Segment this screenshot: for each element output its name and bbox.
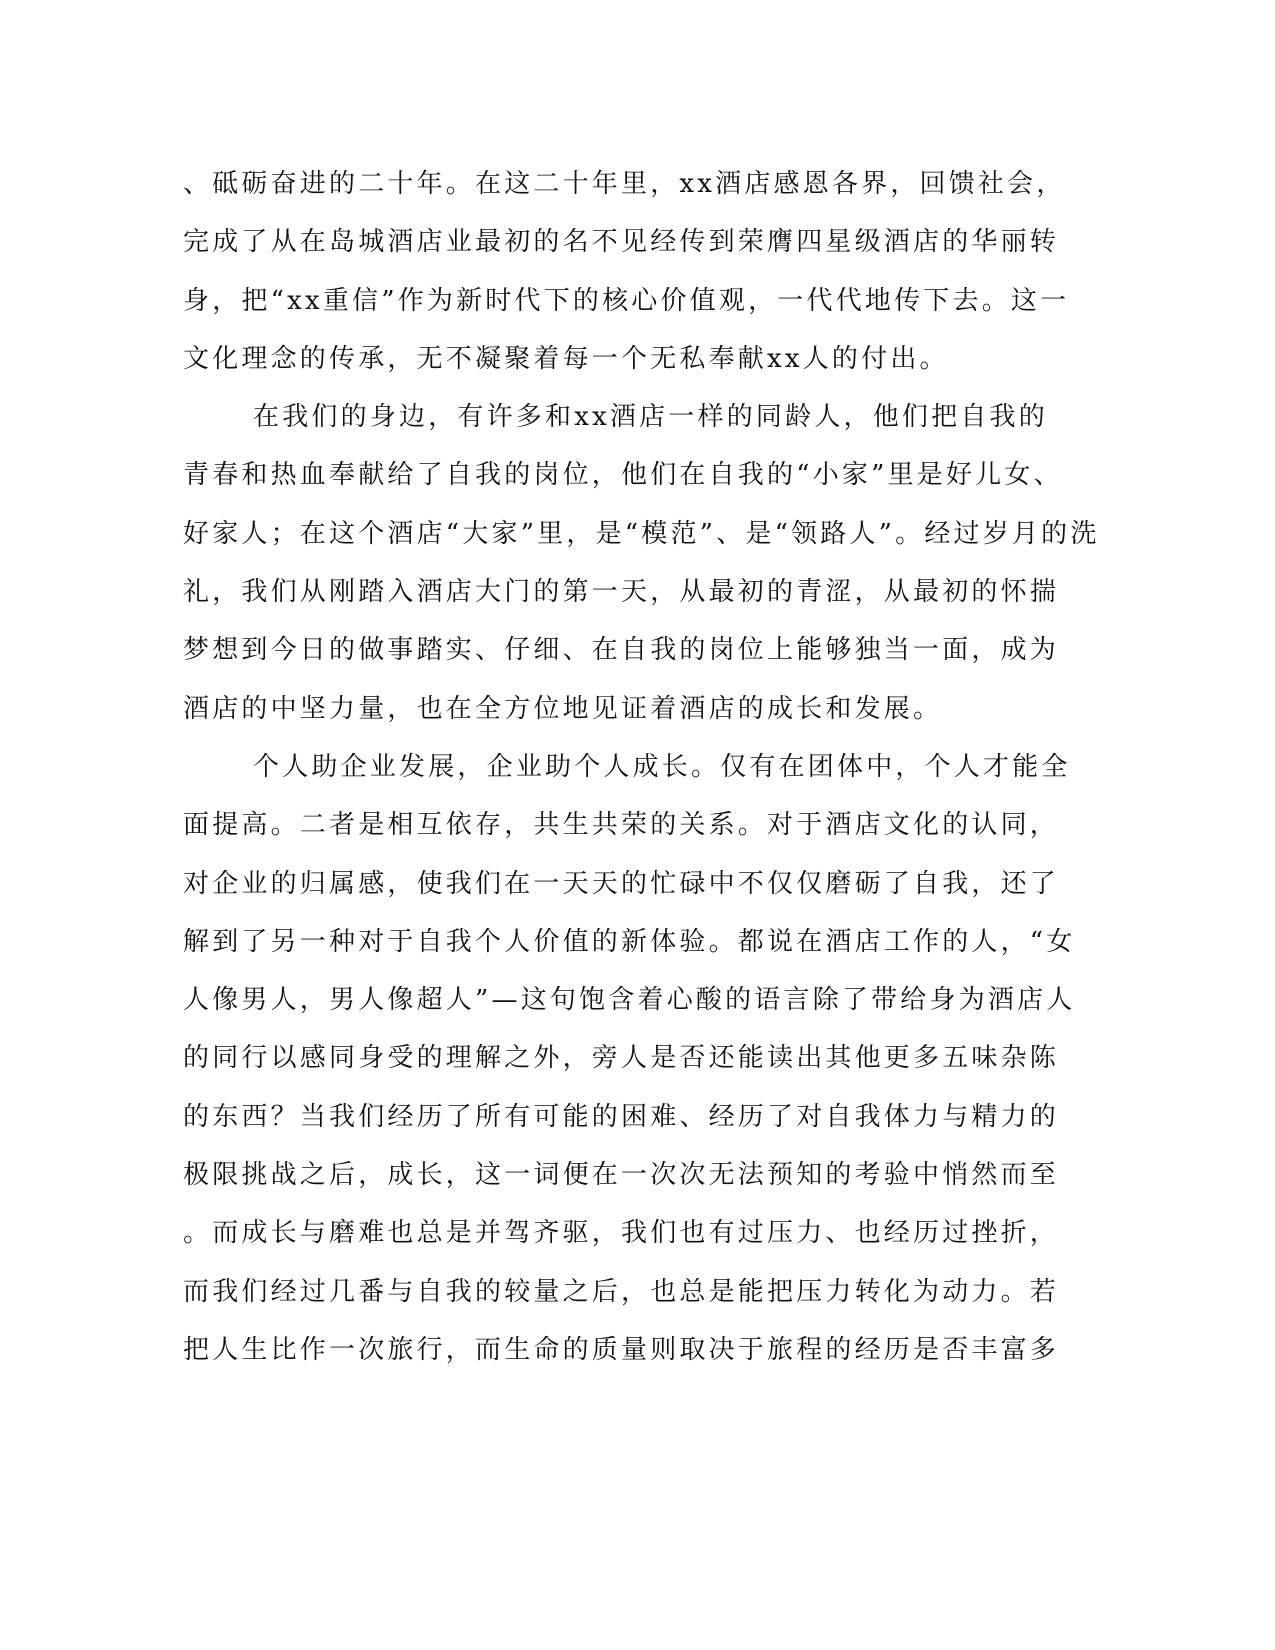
text-line: 酒店的中坚力量，也在全方位地见证着酒店的成长和发展。 bbox=[183, 693, 943, 724]
text-line: 身，把“xx重信”作为新时代下的核心价值观，一代代地传下去。这一 bbox=[183, 285, 1070, 316]
text-line: 青春和热血奉献给了自我的岗位，他们在自我的“小家”里是好儿女、 bbox=[183, 460, 1063, 491]
text-line: 极限挑战之后，成长，这一词便在一次次无法预知的考验中悄然而至 bbox=[183, 1160, 1060, 1191]
paragraph-start-line: 个人助企业发展，企业助个人成长。仅有在团体中，个人才能全 bbox=[253, 751, 1071, 782]
text-line: 而我们经过几番与自我的较量之后，也总是能把压力转化为动力。若 bbox=[183, 1276, 1060, 1307]
text-line: 完成了从在岛城酒店业最初的名不见经传到荣膺四星级酒店的华丽转 bbox=[183, 227, 1060, 258]
text-line: 面提高。二者是相互依存，共生共荣的关系。对于酒店文化的认同， bbox=[183, 810, 1060, 841]
text-line: 礼，我们从刚踏入酒店大门的第一天，从最初的青涩，从最初的怀揣 bbox=[183, 577, 1060, 608]
text-line: 人像男人，男人像超人”—这句饱含着心酸的语言除了带给身为酒店人 bbox=[183, 985, 1076, 1016]
body-text bbox=[183, 160, 1100, 1384]
text-line: 文化理念的传承，无不凝聚着每一个无私奉献xx人的付出。 bbox=[183, 343, 949, 374]
paragraph-start-line: 在我们的身边，有许多和xx酒店一样的同龄人，他们把自我的 bbox=[253, 402, 1048, 433]
text-line: 好家人；在这个酒店“大家”里，是“模范”、是“领路人”。经过岁月的洗 bbox=[183, 518, 1100, 549]
text-line: 的同行以感同身受的理解之外，旁人是否还能读出其他更多五味杂陈 bbox=[183, 1043, 1060, 1074]
text-line: 的东西？当我们经历了所有可能的困难、经历了对自我体力与精力的 bbox=[183, 1101, 1060, 1132]
text-line: 、砥砺奋进的二十年。在这二十年里，xx酒店感恩各界，回馈社会， bbox=[183, 169, 1066, 199]
text-line: 解到了另一种对于自我个人价值的新体验。都说在酒店工作的人，“女 bbox=[183, 926, 1076, 957]
text-line: 对企业的归属感，使我们在一天天的忙碌中不仅仅磨砺了自我，还了 bbox=[183, 868, 1060, 899]
text-line: 把人生比作一次旅行，而生命的质量则取决于旅程的经历是否丰富多 bbox=[183, 1334, 1060, 1365]
text-line: 。而成长与磨难也总是并驾齐驱，我们也有过压力、也经历过挫折， bbox=[183, 1218, 1060, 1249]
text-line: 梦想到今日的做事踏实、仔细、在自我的岗位上能够独当一面，成为 bbox=[183, 635, 1060, 666]
